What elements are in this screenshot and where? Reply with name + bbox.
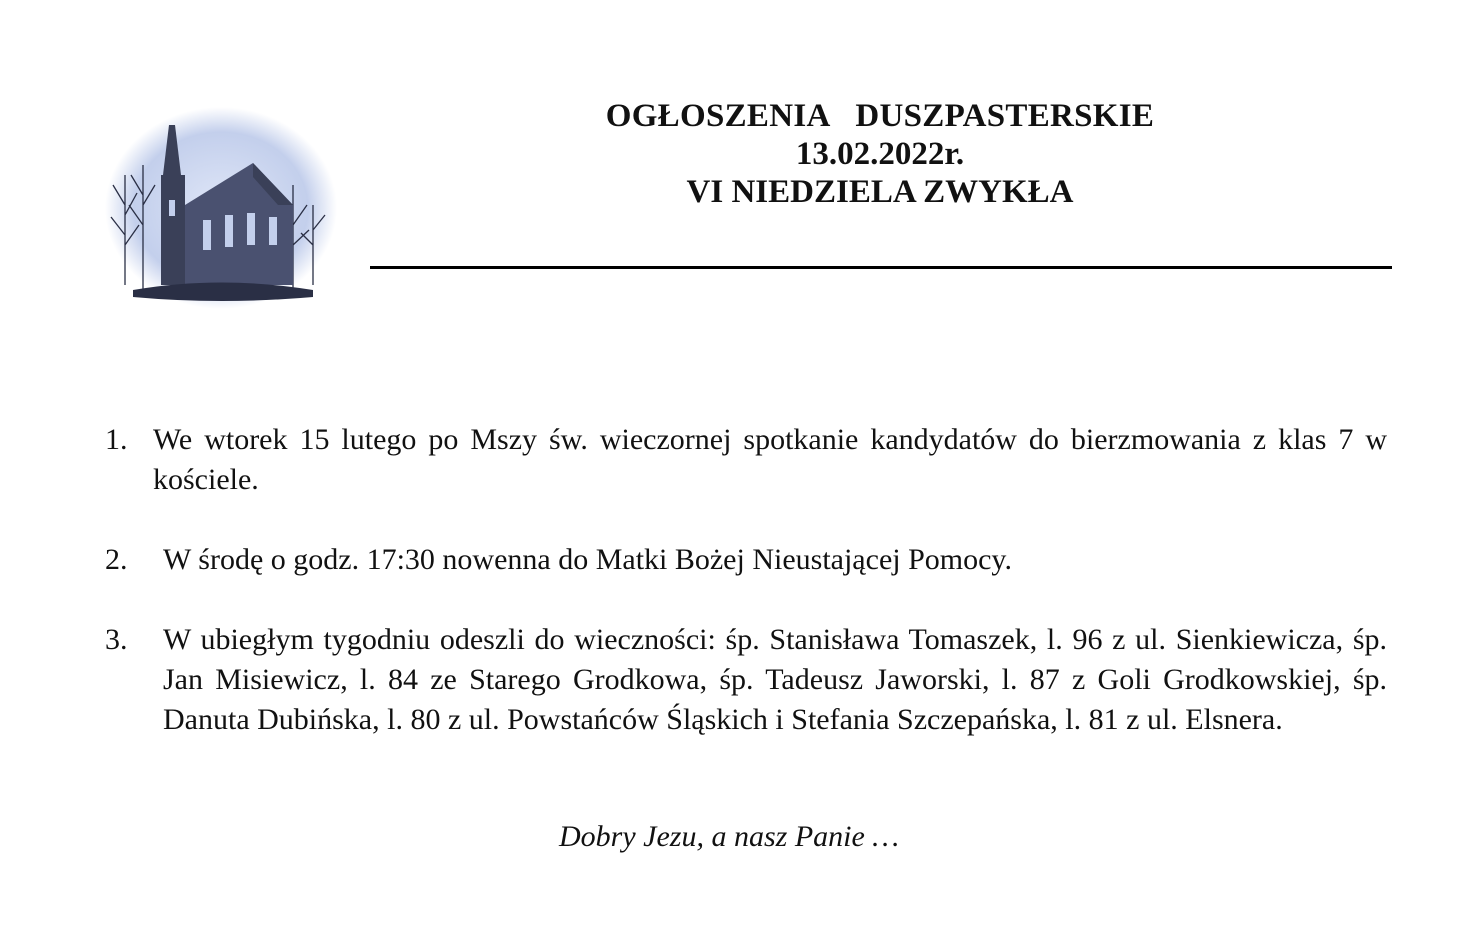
- church-icon: [103, 105, 339, 311]
- church-logo: [103, 105, 339, 311]
- item-number: 2.: [105, 543, 128, 576]
- item-text: We wtorek 15 lutego po Mszy św. wieczornej spotkanie kandydatów do bierzmowania z klas 7 w kościele.: [153, 423, 1387, 496]
- item-number: 1.: [105, 423, 128, 456]
- announcement-date: 13.02.2022r.: [795, 136, 965, 172]
- liturgical-day: VI NIEDZIELA ZWYKŁA: [686, 174, 1074, 210]
- list-item: [105, 620, 1387, 740]
- closing-prayer: Dobry Jezu, a nasz Panie …: [559, 820, 899, 853]
- item-number: 3.: [105, 623, 128, 656]
- list-item: [105, 420, 1387, 500]
- item-text: W środę o godz. 17:30 nowenna do Matki Bożej Nieustającej Pomocy.: [163, 543, 1012, 576]
- announcement-list: [105, 420, 1387, 780]
- page-title: OGŁOSZENIA DUSZPASTERSKIE: [605, 98, 1155, 134]
- header: [420, 97, 1340, 211]
- item-text: W ubiegłym tygodniu odeszli do wieczności: śp. Stanisława Tomaszek, l. 96 z ul. Sienkiewicza, śp. Jan Misiewicz, l. 84 ze Starego Grodkowa, śp. Tadeusz Jaworski, l. 87 z Goli Grodkowskiej, śp. Danuta Dubińska, l. 80 z ul. Powstańców Śląskich i Stefania Szczepańska, l. 81 z ul. Elsnera.: [163, 623, 1387, 736]
- list-item: [105, 540, 1387, 580]
- header-divider: [370, 266, 1392, 269]
